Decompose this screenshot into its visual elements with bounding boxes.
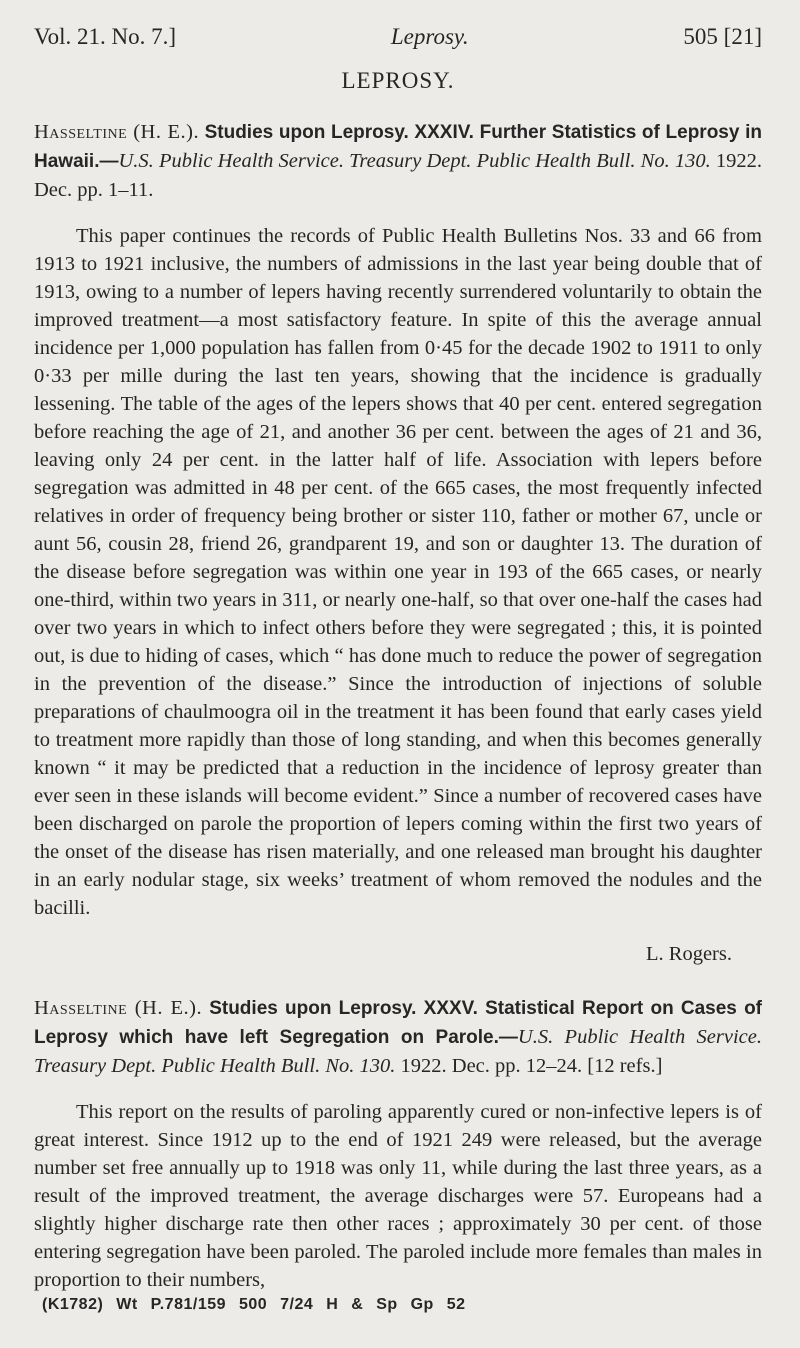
- volume-issue: Vol. 21. No. 7.]: [34, 24, 177, 49]
- abstract-body-1: This paper continues the records of Public Health Bulletins Nos. 33 and 66 from 1913 to 1921 inclusive, the numbers of admissions in the last year being double that of 1913, owing to a number of lepers having recently surrendered voluntarily to obtain the improved treatment—a most satisfactory feature. In spite of this the average annual incidence per 1,000 population has fallen from 0·45 for the decade 1902 to 1911 to only 0·33 per mille during the last ten years, showing that the incidence is gradually lessening. The table of the ages of the lepers shows that 40 per cent. entered segregation before reaching the age of 21, and another 36 per cent. between the ages of 21 and 36, leaving only 24 per cent. in the latter half of life. Association with lepers before segregation was admitted in 48 per cent. of the 665 cases, the most frequently infected relatives in order of frequency being brother or sister 110, father or mother 67, uncle or aunt 56, cousin 28, friend 26, grandparent 19, and son or daughter 13. The duration of the disease before segregation was within one year in 193 of the 665 cases, or nearly one-third, within two years in 311, or nearly one-half, so that over one-half the cases had over two years in which to infect others before they were segregated ; this, it is pointed out, is due to hiding of cases, which “ has done much to reduce the power of segregation in the prevention of the disease.” Since the introduction of injections of soluble preparations of chaulmoogra oil in the treatment it has been found that early cases yield to treatment more rapidly than those of long standing, and when this becomes generally known “ it may be predicted that a reduction in the incidence of leprosy greater than ever seen in these islands will become evident.” Since a number of recovered cases have been discharged on parole the proportion of lepers coming within the first two years of the onset of the disease has risen materially, and one released man brought his daughter in an early nodular stage, six weeks’ treatment of whom removed the nodules and the bacilli.: [34, 225, 762, 919]
- citation-title: Studies upon Leprosy. XXXIV. Further Statistics of Leprosy in Hawaii.—: [34, 122, 762, 172]
- citation-author: Hasseltine (H. E.).: [34, 121, 200, 143]
- running-title: Leprosy.: [390, 24, 469, 49]
- citation-author: Hasseltine (H. E.).: [34, 997, 203, 1019]
- page-number: 505 [21]: [683, 24, 762, 49]
- abstract-body-2: This report on the results of paroling apparently cured or non-infective lepers is of great interest. Since 1912 up to the end of 1921 249 were released, but the average number set free annually up to 1918 was only 11, while during the last three years, as a result of the improved treatment, the average discharges were 57. Europeans had a slightly higher discharge rate then other races ; approximately 30 per cent. of those entering segregation have been paroled. The paroled include more females than males in proportion to their numbers,: [34, 1101, 762, 1291]
- section-title: LEPROSY.: [341, 68, 455, 93]
- abstract-citation-1: [34, 118, 762, 204]
- running-head: [34, 22, 762, 52]
- citation-title: Studies upon Leprosy. XXXV. Statistical Report on Cases of Leprosy which have left Segregation on Parole.—: [34, 998, 763, 1048]
- citation-details: 1922. Dec. pp. 1–11.: [34, 150, 763, 201]
- printer-imprint: (K1782) Wt P.781/159 500 7/24 H & Sp Gp 52: [42, 1296, 466, 1313]
- abstract-citation-2: [34, 994, 762, 1080]
- reviewer-signature: L. Rogers.: [646, 943, 732, 965]
- citation-source: U.S. Public Health Service. Treasury Dept. Public Health Bull. No. 130.: [34, 1026, 762, 1077]
- citation-details: 1922. Dec. pp. 12–24. [12 refs.]: [400, 1055, 663, 1077]
- citation-source: U.S. Public Health Service. Treasury Dept. Public Health Bull. No. 130.: [118, 150, 711, 172]
